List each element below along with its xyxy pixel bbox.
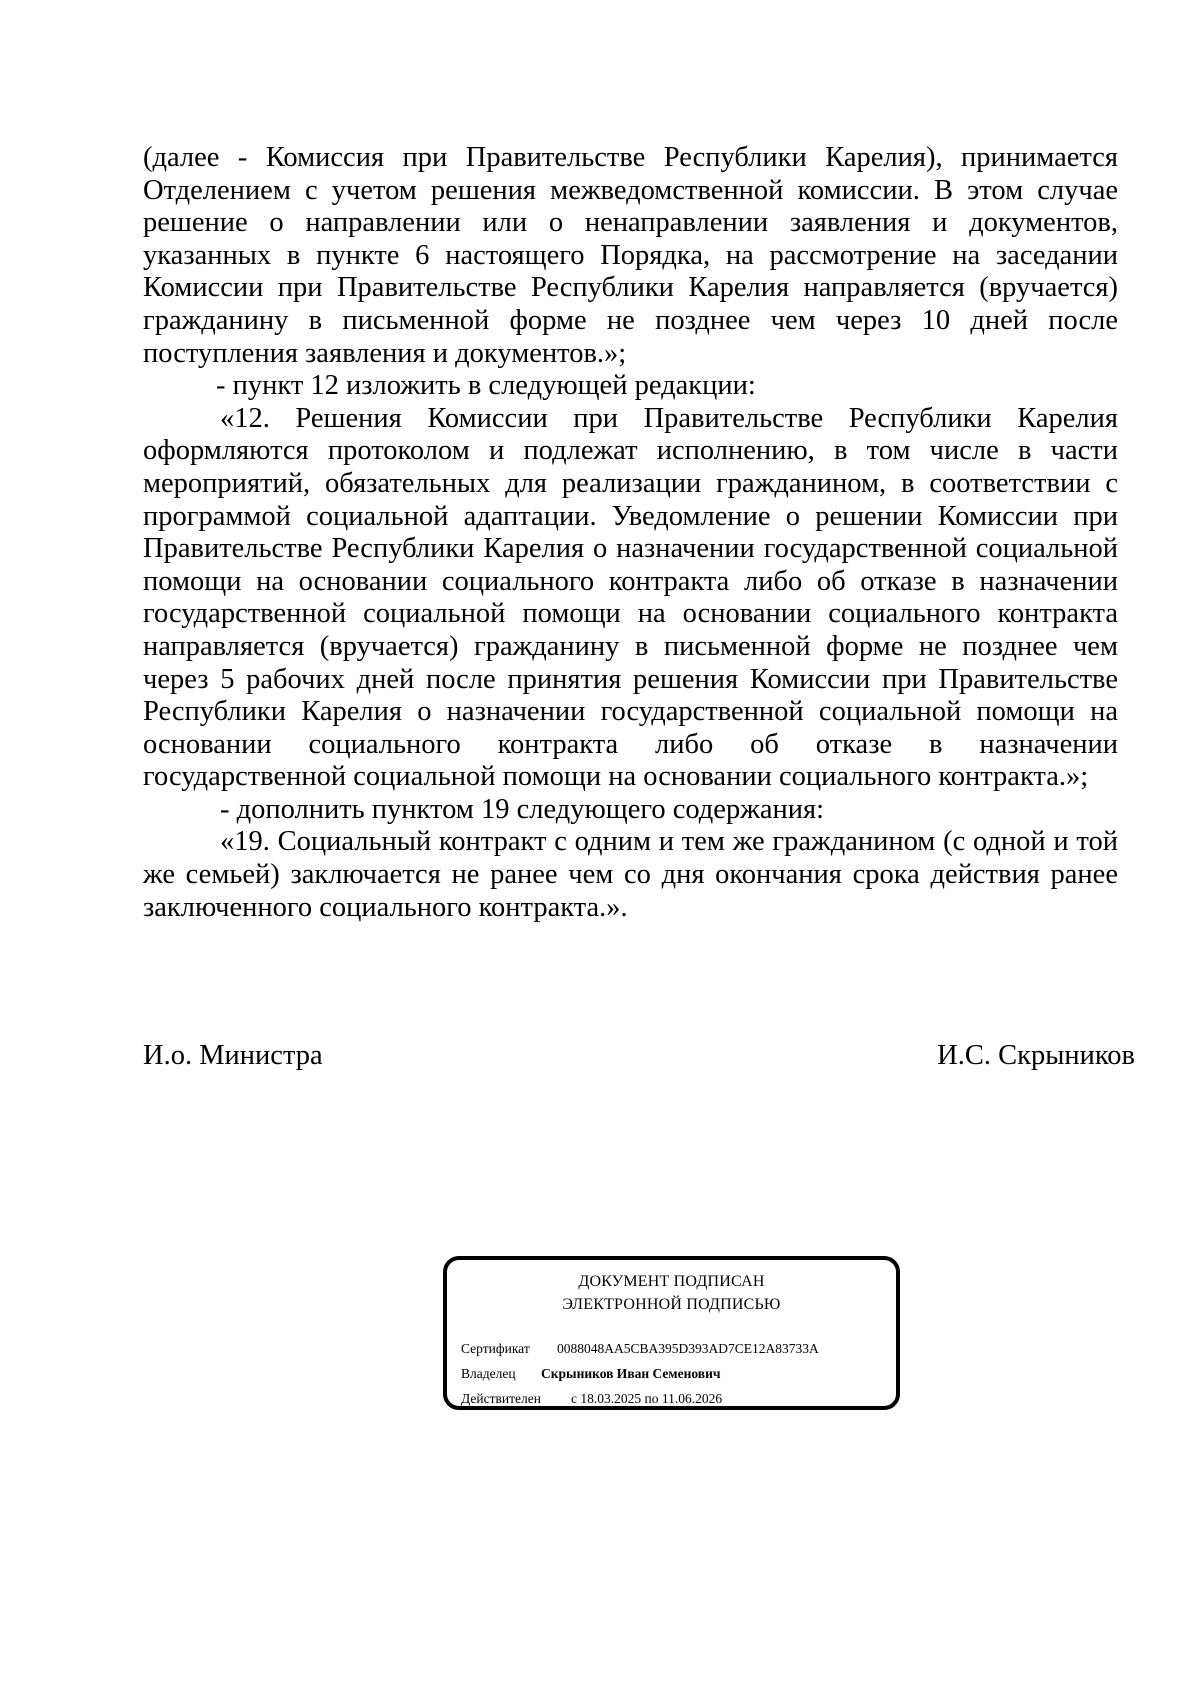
validity-value: с 18.03.2025 по 11.06.2026 [571, 1391, 723, 1406]
validity-label: Действителен [461, 1391, 541, 1406]
certificate-label: Сертификат [461, 1341, 530, 1356]
paragraph-item-19: «19. Социальный контракт с одним и тем же гражданином (с одной и той же семьей) заключается не ранее чем со дня окончания срока действия ранее заключенного социального контракта.». [143, 826, 1118, 923]
certificate-value: 0088048AA5CBA395D393AD7CE12A83733A [557, 1341, 819, 1356]
stamp-certificate-row [461, 1340, 819, 1358]
stamp-title-line-1: ДОКУМЕНТ ПОДПИСАН [578, 1273, 765, 1290]
paragraph-item-19-intro: - дополнить пунктом 19 следующего содержания: [220, 793, 825, 825]
electronic-signature-stamp [443, 1256, 900, 1410]
paragraph-item-12: «12. Решения Комиссии при Правительстве Республики Карелия оформляются протоколом и подлежат исполнению, в том числе в части мероприятий, обязательных для реализации гражданином, в соответствии с программой социальной адаптации. Уведомление о решении Комиссии при Правительстве Республики Карелия о назначении государственной социальной помощи на основании социального контракта либо об отказе в назначении государственной социальной помощи на основании социального контракта направляется (вручается) гражданину в письменной форме не позднее чем через 5 рабочих дней после принятия решения Комиссии при Правительстве Республики Карелия о назначении государственной социальной помощи на основании социального контракта либо об отказе в назначении государственной социальной помощи на основании социального контракта.»; [143, 402, 1118, 793]
owner-label: Владелец [461, 1366, 516, 1381]
signature-block [143, 1040, 1135, 1072]
paragraph-continuation: (далее - Комиссия при Правительстве Республики Карелия), принимается Отделением с учетом решения межведомственной комиссии. В этом случае решение о направлении или о ненаправлении заявления и документов, указанных в пункте 6 настоящего Порядка, на рассмотрение на заседании Комиссии при Правительстве Республики Карелия направляется (вручается) гражданину в письменной форме не позднее чем через 10 дней после поступления заявления и документов.»; [143, 142, 1118, 369]
owner-value: Скрыников Иван Семенович [541, 1366, 721, 1381]
stamp-owner-row [461, 1365, 720, 1383]
paragraph-item-12-intro: - пункт 12 изложить в следующей редакции: [216, 370, 756, 402]
signatory-position: И.о. Министра [143, 1040, 323, 1071]
stamp-validity-row [461, 1390, 722, 1408]
signatory-name: И.С. Скрыников [937, 1040, 1135, 1071]
stamp-title [447, 1270, 896, 1316]
stamp-title-line-2: ЭЛЕКТРОННОЙ ПОДПИСЬЮ [562, 1296, 781, 1313]
document-body [143, 142, 1118, 924]
